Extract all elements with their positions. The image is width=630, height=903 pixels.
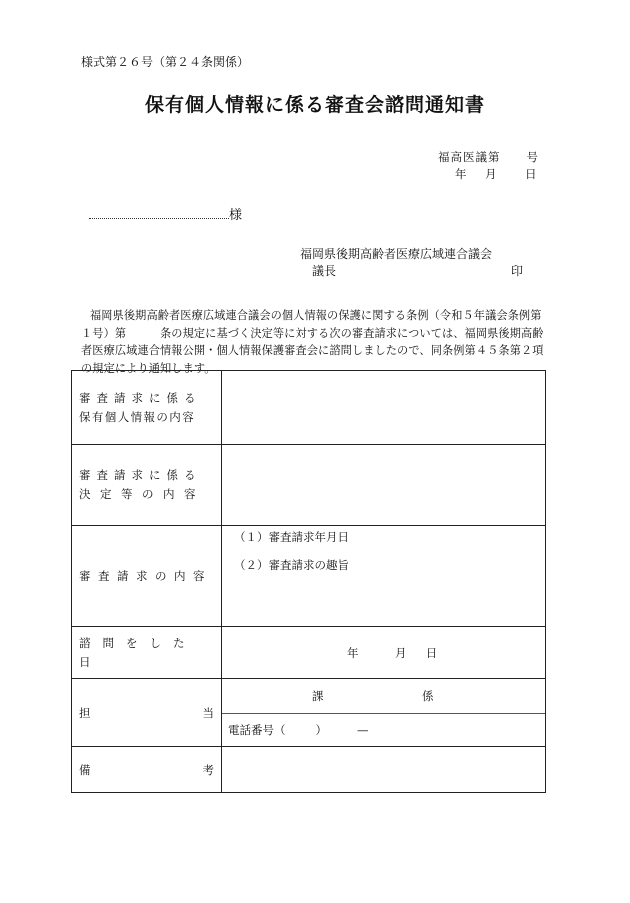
label-remarks-a: 備 [79, 762, 91, 777]
contact-department[interactable] [222, 679, 545, 714]
table-row-request [72, 526, 546, 627]
seal-mark: 印 [511, 264, 524, 278]
label-personal-info-line1: 審査請求に係る [79, 390, 202, 405]
table-row-remarks [72, 747, 546, 793]
value-contact [222, 679, 546, 747]
label-decision-line2: 決定等の内容 [79, 487, 205, 501]
document-title: 保有個人情報に係る審査会諮問通知書 [144, 94, 485, 116]
reference-number [438, 149, 539, 165]
recipient-honorific: 様 [229, 208, 243, 223]
label-contact-b: 当 [202, 705, 214, 720]
label-decision [72, 445, 222, 526]
reference-suffix: 号 [526, 150, 539, 164]
label-personal-info-line2: 保有個人情報の内容 [79, 409, 196, 424]
issue-date-month: 月 [485, 167, 497, 181]
label-request: 審査請求の内容 [72, 526, 222, 627]
contact-phone[interactable] [222, 714, 545, 746]
request-item-purpose: （２）審査請求の趣旨 [234, 558, 349, 572]
table-row-contact [72, 679, 546, 747]
contact-section-label: 課 [312, 689, 324, 703]
label-remarks [72, 747, 222, 793]
value-decision[interactable] [222, 445, 546, 526]
notice-body: 福岡県後期高齢者医療広域連合議会の個人情報の保護に関する条例（令和５年議会条例第１号）第 条の規定に基づく決定等に対する次の審査請求については、福岡県後期高齢者医療広域連合情報公開・個人情報保護審査会に諮問しましたので、同条例第４５条第２項の規定により通知します。 [81, 309, 544, 375]
recipient-line [89, 204, 242, 223]
consult-year: 年 [347, 645, 359, 660]
form-number: 様式第２６号（第２４条関係） [81, 55, 250, 69]
label-decision-line1: 審査請求に係る [79, 468, 202, 482]
label-contact-a: 担 [79, 705, 91, 720]
value-consult-date[interactable] [222, 627, 546, 679]
label-consult-date: 諮問をした日 [72, 627, 222, 679]
phone-dash: — [357, 723, 369, 737]
sender-organization: 福岡県後期高齢者医療広域連合議会 [300, 247, 493, 261]
reference-prefix: 福高医議第 [438, 150, 501, 164]
table-row-consult-date [72, 627, 546, 679]
issue-date-day: 日 [525, 167, 537, 181]
table-row-personal-info [72, 371, 546, 445]
contact-subsection-label: 係 [422, 689, 434, 703]
notice-table [71, 370, 546, 793]
value-request[interactable] [222, 526, 546, 627]
consult-month: 月 [395, 645, 407, 660]
value-personal-info[interactable] [222, 371, 546, 445]
recipient-name-blank [89, 206, 229, 219]
issue-date [455, 166, 537, 182]
value-remarks[interactable] [222, 747, 546, 793]
sender-position: 議長 [312, 264, 337, 278]
table-row-decision [72, 445, 546, 526]
label-personal-info [72, 371, 222, 445]
consult-day: 日 [425, 645, 438, 660]
issue-date-year: 年 [455, 167, 467, 181]
phone-label: 電話番号（ [228, 723, 286, 737]
request-item-date: （１）審査請求年月日 [234, 530, 349, 544]
label-remarks-b: 考 [202, 762, 214, 777]
phone-close: ） [315, 723, 327, 737]
label-contact [72, 679, 222, 747]
